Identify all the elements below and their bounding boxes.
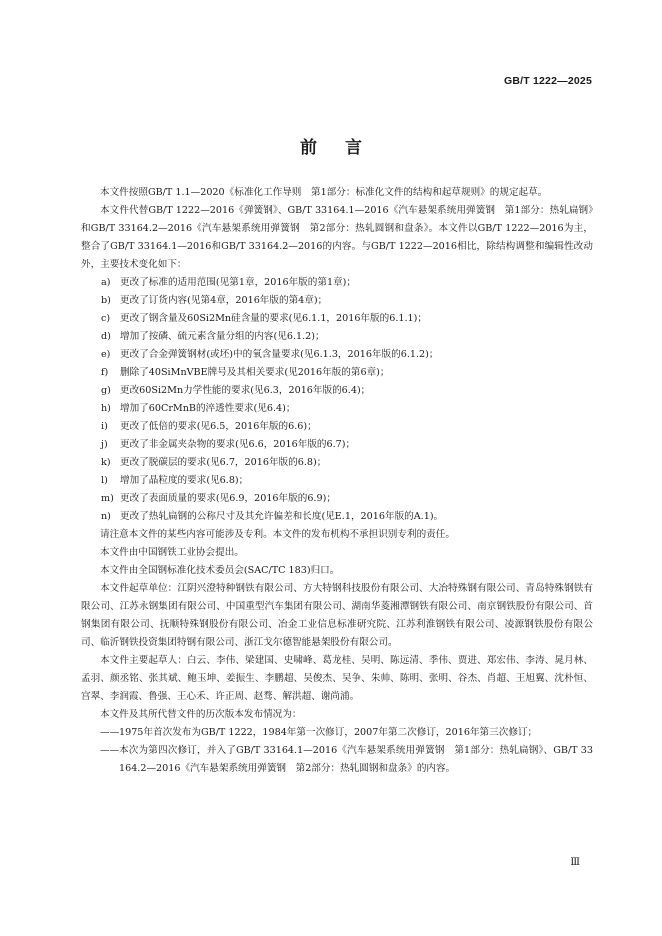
list-item-text: 更改了脱碳层的要求(见6.7，2016年版的6.8)； [120, 457, 327, 468]
list-item [81, 328, 593, 346]
list-item [81, 400, 593, 418]
list-item-text: 更改60Si2Mn力学性能的要求(见6.3，2016年版的6.4)； [120, 385, 371, 396]
list-item-text: 更改了标准的适用范围(见第1章，2016年版的第1章)； [120, 277, 356, 288]
list-marker: j) [101, 439, 108, 450]
list-item-text: 更改了低倍的要求(见6.5，2016年版的6.6)； [120, 421, 317, 432]
list-item-text: 更改了表面质量的要求(见6.9，2016年版的6.9)； [120, 493, 336, 504]
list-item [81, 382, 593, 400]
list-dash: —— [100, 727, 120, 738]
standard-code: GB/T 1222—2025 [503, 75, 592, 87]
list-item-text: 更改了非金属夹杂物的要求(见6.6，2016年版的6.7)； [120, 439, 356, 450]
list-item-text: 增加了按磷、硫元素含量分组的内容(见6.1.2)； [120, 331, 325, 342]
list-item-text: 删除了40SiMnVBE牌号及其相关要求(见2016年版的第6章)； [120, 367, 390, 378]
drafting-rule-paragraph: 本文件按照GB/T 1.1—2020《标准化工作导则 第1部分：标准化文件的结构和起草规则》的规定起草。 [100, 187, 548, 198]
list-marker: a) [101, 277, 111, 288]
list-item [81, 454, 593, 472]
technical-changes-list [81, 274, 593, 526]
list-marker: c) [101, 313, 111, 324]
list-item [81, 472, 593, 490]
document-body [81, 184, 593, 778]
list-marker: n) [101, 511, 111, 522]
list-item [81, 724, 593, 742]
list-marker: d) [101, 331, 111, 342]
list-item [81, 490, 593, 508]
list-item-text: 本次为第四次修订，并入了GB/T 33164.1—2016《汽车悬架系统用弹簧钢 第1部分：热轧扁钢》、GB/T 33164.2—2016《汽车悬架系统用弹簧钢 第2部分：热轧圆钢和盘条》的内容。 [119, 745, 593, 774]
drafters-paragraph: 本文件主要起草人：白云、李伟、梁建国、史啸峰、葛龙桂、吴明、陈远清、季伟、贾进、郑宏伟、李涛、晁月林、孟羽、颜丞铭、张其斌、鲍玉坤、姜振生、李鹏超、吴俊杰、吴争、朱帅、陈明、张明、谷杰、肖超、王旭翼、沈朴恒、宫翠、李润霞、鲁强、王心禾、许正周、赵骛、解洪超、谢尚浦。 [81, 655, 593, 702]
list-item-text: 1975年首次发布为GB/T 1222，1984年第一次修订，2007年第二次修订，2016年第三次修订； [119, 727, 538, 738]
list-item-text: 更改了热轧扁钢的公称尺寸及其允许偏差和长度(见E.1，2016年版的A.1)。 [120, 511, 444, 522]
list-marker: g) [101, 385, 111, 396]
page-title: 前言 [300, 138, 390, 158]
list-item-text: 更改了钢含量及60Si2Mn硅含量的要求(见6.1.1，2016年版的6.1.1)； [120, 313, 427, 324]
list-item-text: 更改了合金弹簧钢材(或坯)中的氧含量要求(见6.1.3，2016年版的6.1.2)； [120, 349, 439, 360]
list-marker: m) [101, 493, 114, 504]
page-number: Ⅲ [570, 857, 580, 868]
list-marker: f) [101, 367, 109, 378]
list-marker: h) [101, 403, 111, 414]
list-item [81, 436, 593, 454]
centralized-notice: 本文件由全国钢标准化技术委员会(SAC/TC 183)归口。 [100, 565, 340, 576]
list-item-text: 更改了订货内容(见第4章，2016年版的第4章)； [120, 295, 328, 306]
replacement-paragraph: 本文件代替GB/T 1222—2016《弹簧钢》、GB/T 33164.1—2016《汽车悬架系统用弹簧钢 第1部分：热轧扁钢》和GB/T 33164.2—2016《汽车悬架系统用弹簧钢 第2部分：热轧圆钢和盘条》。本文件以GB/T 1222—2016为主，整合了GB/T 33164.1—2016和GB/T 33164.2—2016的内容。与GB/T 1222—2016相比，除结构调整和编辑性改动外，主要技术变化如下： [81, 205, 593, 270]
patent-notice: 请注意本文件的某些内容可能涉及专利。本文件的发布机构不承担识别专利的责任。 [100, 529, 455, 540]
list-marker: l) [101, 475, 108, 486]
list-item [81, 364, 593, 382]
list-item [81, 508, 593, 526]
list-item [81, 274, 593, 292]
list-item-text: 增加了晶粒度的要求(见6.8)； [120, 475, 249, 486]
proposer-notice: 本文件由中国钢铁工业协会提出。 [100, 547, 244, 558]
list-item-text: 增加了60CrMnB的淬透性要求(见6.4)； [120, 403, 296, 414]
version-history-list [81, 724, 593, 778]
list-marker: b) [101, 295, 111, 306]
list-marker: i) [101, 421, 108, 432]
list-item [81, 292, 593, 310]
history-intro: 本文件及其所代替文件的历次版本发布情况为： [100, 709, 302, 720]
list-item [81, 418, 593, 436]
list-dash: —— [100, 745, 120, 756]
list-marker: k) [101, 457, 111, 468]
drafting-units-paragraph: 本文件起草单位：江阴兴澄特种钢铁有限公司、方大特钢科技股份有限公司、大冶特殊钢有限公司、青岛特殊钢铁有限公司、江苏永钢集团有限公司、中国重型汽车集团有限公司、湖南华菱湘潭钢铁有限公司、南京钢铁股份有限公司、首钢集团有限公司、抚顺特殊钢股份有限公司、冶金工业信息标准研究院、江苏利淮钢铁有限公司、凌源钢铁股份有限公司、临沂钢铁投资集团特钢有限公司、浙江戈尔德智能悬架股份有限公司。 [81, 583, 593, 648]
list-item [81, 346, 593, 364]
list-item [81, 310, 593, 328]
list-marker: e) [101, 349, 111, 360]
list-item [81, 742, 593, 778]
